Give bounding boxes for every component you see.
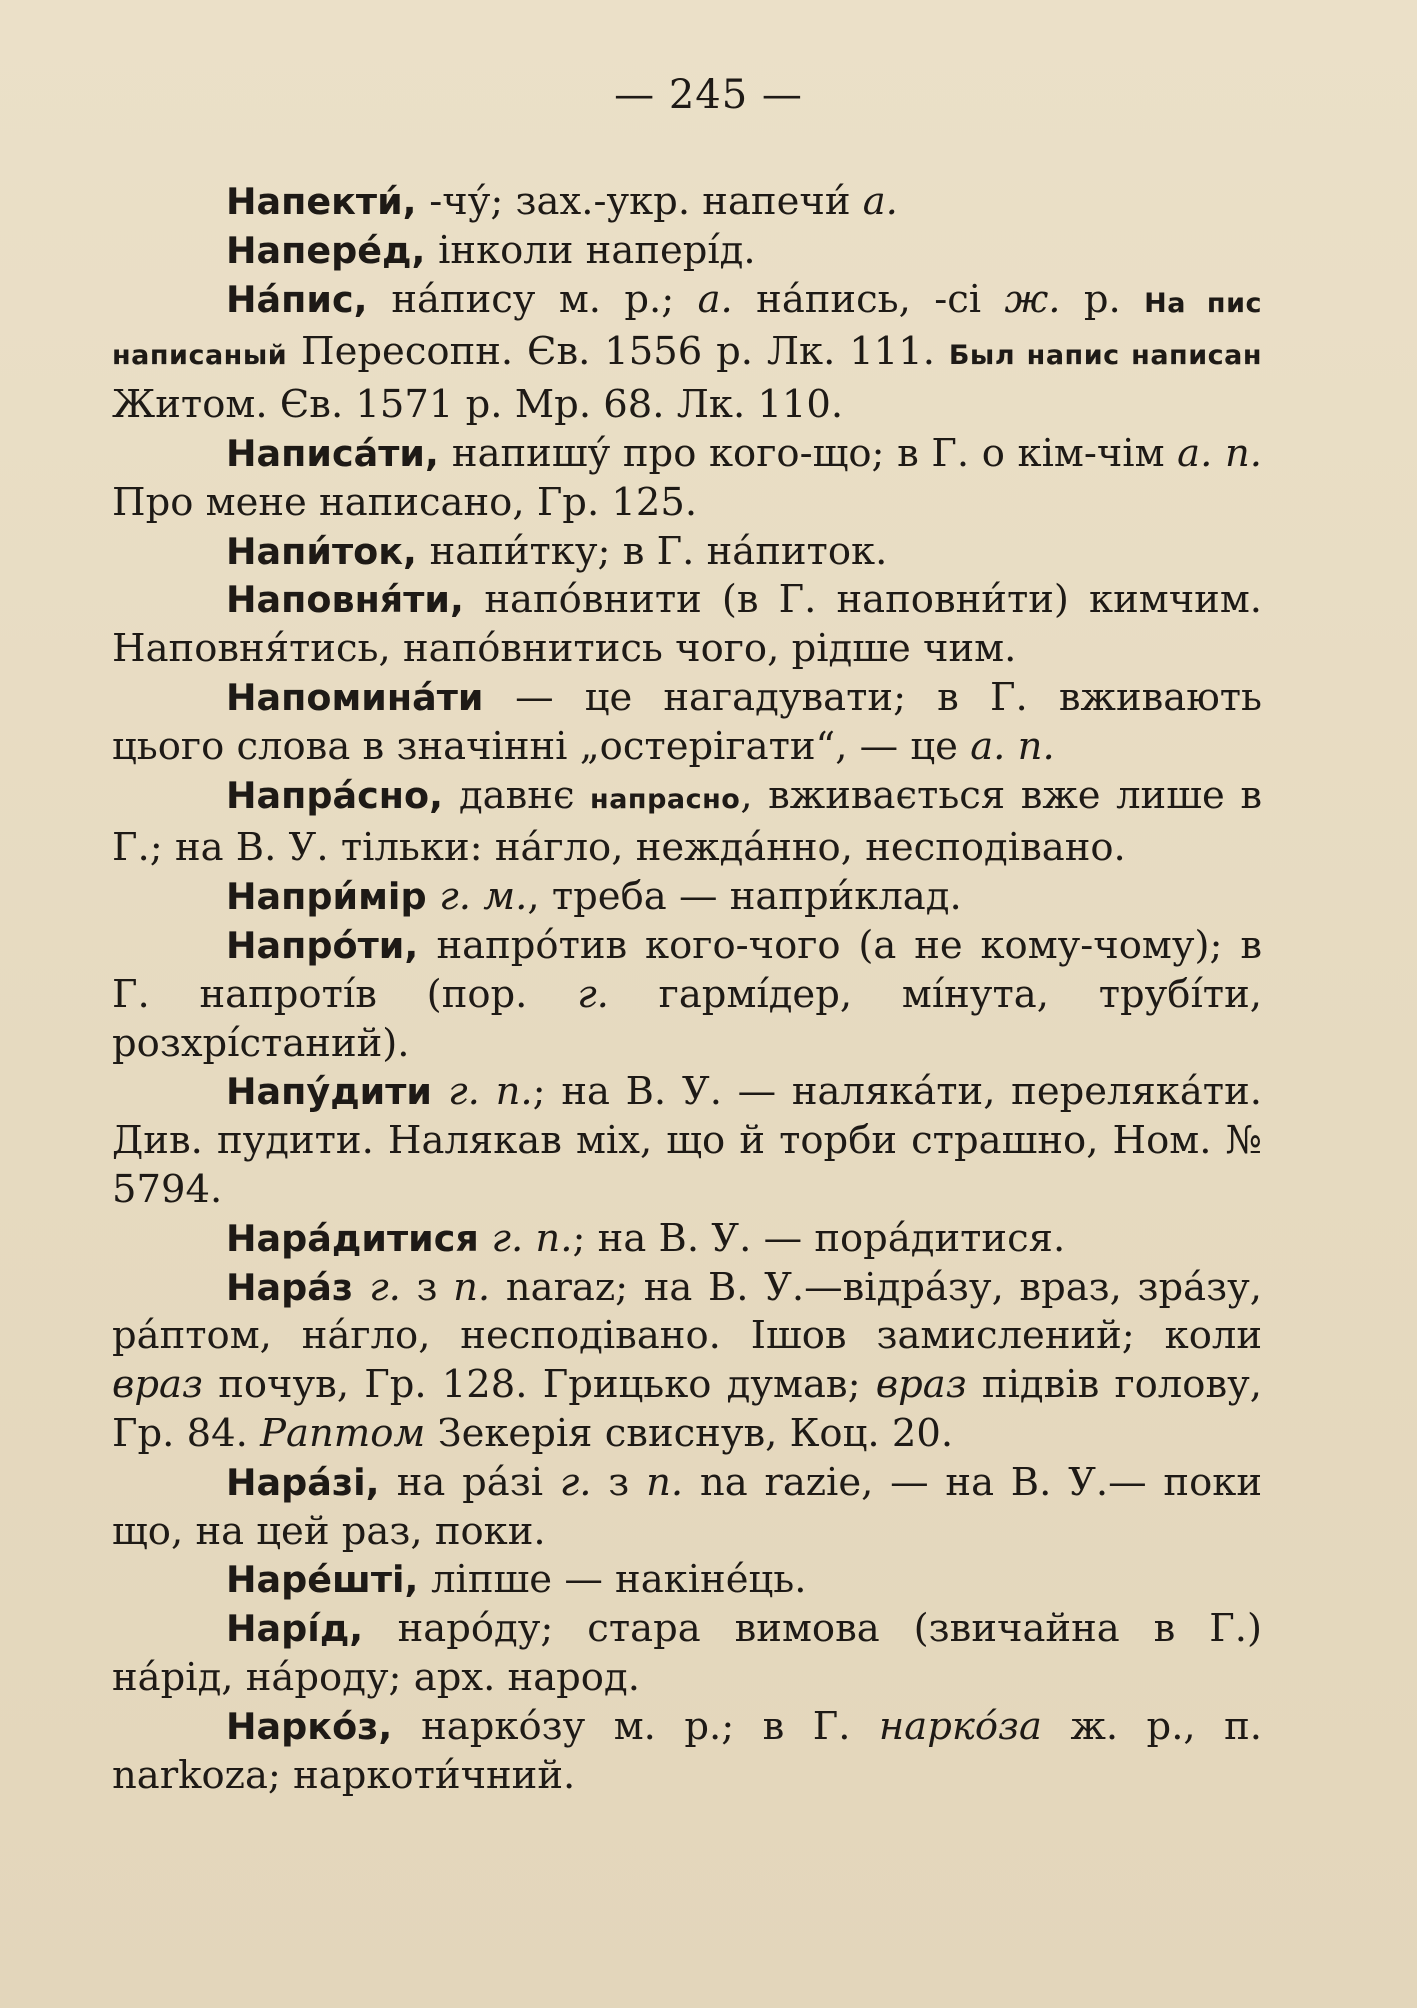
dictionary-entry: Напекти́, -чу́; зах.-укр. напечи́ а. (226, 179, 898, 224)
dictionary-entry: На́пис, на́пису м. р.; а. на́пись, -сі ж. р. На пис написаный Пересопн. Єв. 1556 р. Лк. 111. Был напис написан Житом. Єв. 1571 р. Мр. 68. Лк. 110. (112, 276, 1263, 428)
headword: Нарко́з, (226, 1704, 422, 1748)
headword: Напекти́, (226, 180, 430, 223)
dictionary-entry: Напу́дити г. п.; на В. У. — наляка́ти, переляка́ти. Див. пудити. Налякав міх, що й торби страшно, Ном. № 5794. (112, 1069, 1263, 1212)
dictionary-entry: Напомина́ти — це нагадувати; в Г. вживають цього слова в значінні „остерігати“, — це а. п. (112, 674, 1263, 769)
dictionary-entry: Напро́ти, напро́тив кого-чого (а не кому-чому); в Г. напроті́в (пор. г. гармі́дер, мі́нута, трубі́ти, розхрі́станий). (112, 922, 1263, 1066)
dictionary-entry: Нарко́з, нарко́зу м. р.; в Г. нарко́за ж. р., п. narkoza; наркоти́чний. (112, 1703, 1262, 1798)
dictionary-entry: Нарі́д, наро́ду; стара вимова (звичайна в Г.) на́рід, на́роду; арх. народ. (112, 1606, 1263, 1700)
dictionary-entry: Нара́зі, на ра́зі г. з п. na razie, — на В. У.— поки що, на цей раз, поки. (112, 1459, 1262, 1554)
headword: Нара́зі, (226, 1460, 397, 1504)
headword: Наре́шті, (226, 1558, 432, 1602)
headword: Напомина́ти (226, 675, 516, 719)
dictionary-entry: Напи́ток, напи́тку; в Г. на́питок. (226, 528, 888, 574)
headword: Напра́сно, (226, 773, 459, 817)
headword: Напри́мір (226, 875, 440, 919)
dictionary-entry: Напри́мір г. м., треба — напри́клад. (226, 874, 962, 920)
dictionary-entry: Наре́шті, ліпше — накіне́ць. (226, 1557, 807, 1603)
headword: Напере́д, (226, 228, 439, 272)
headword: Нарі́д, (226, 1607, 398, 1651)
dictionary-entry: Напра́сно, давнє напрасно, вживається вже лише в Г.; на В. У. тільки: на́гло, нежда́нно, несподівано. (112, 772, 1262, 871)
headword: Напро́ти, (226, 923, 437, 967)
headword: Напи́ток, (226, 529, 430, 573)
dictionary-column (112, 178, 1262, 1800)
dictionary-entry: Наповня́ти, напо́внити (в Г. наповни́ти) кимчим. Наповня́тись, напо́внитись чого, рідше чим. (112, 577, 1262, 672)
page-number: — 245 — (614, 72, 803, 118)
dictionary-entry: Напере́д, інколи напері́д. (226, 227, 756, 273)
old-script-text: напрасно (590, 783, 741, 815)
old-script-text: Был напис написан (948, 340, 1262, 372)
old-script-text: На пис написаный (112, 287, 1263, 372)
dictionary-entry: Нара́дитися г. п.; на В. У. — пора́дитися. (226, 1215, 1066, 1261)
headword: Нара́з (226, 1265, 370, 1309)
headword: Наповня́ти, (226, 578, 485, 622)
headword: На́пис, (226, 277, 392, 321)
headword: Нара́дитися (226, 1216, 492, 1260)
dictionary-entry: Написа́ти, напишу́ про кого-що; в Г. о кім-чім а. п. Про мене написано, Гр. 125. (112, 430, 1262, 525)
headword: Напу́дити (226, 1070, 449, 1114)
dictionary-entry: Нара́з г. з п. naraz; на В. У.—відра́зу, враз, зра́зу, ра́птом, на́гло, несподівано. Ішов замислений; коли враз почув, Гр. 128. Грицько думав; враз підвів голову, Гр. 84. Раптом Зекерія свиснув, Коц. 20. (112, 1264, 1263, 1456)
headword: Написа́ти, (226, 431, 452, 475)
